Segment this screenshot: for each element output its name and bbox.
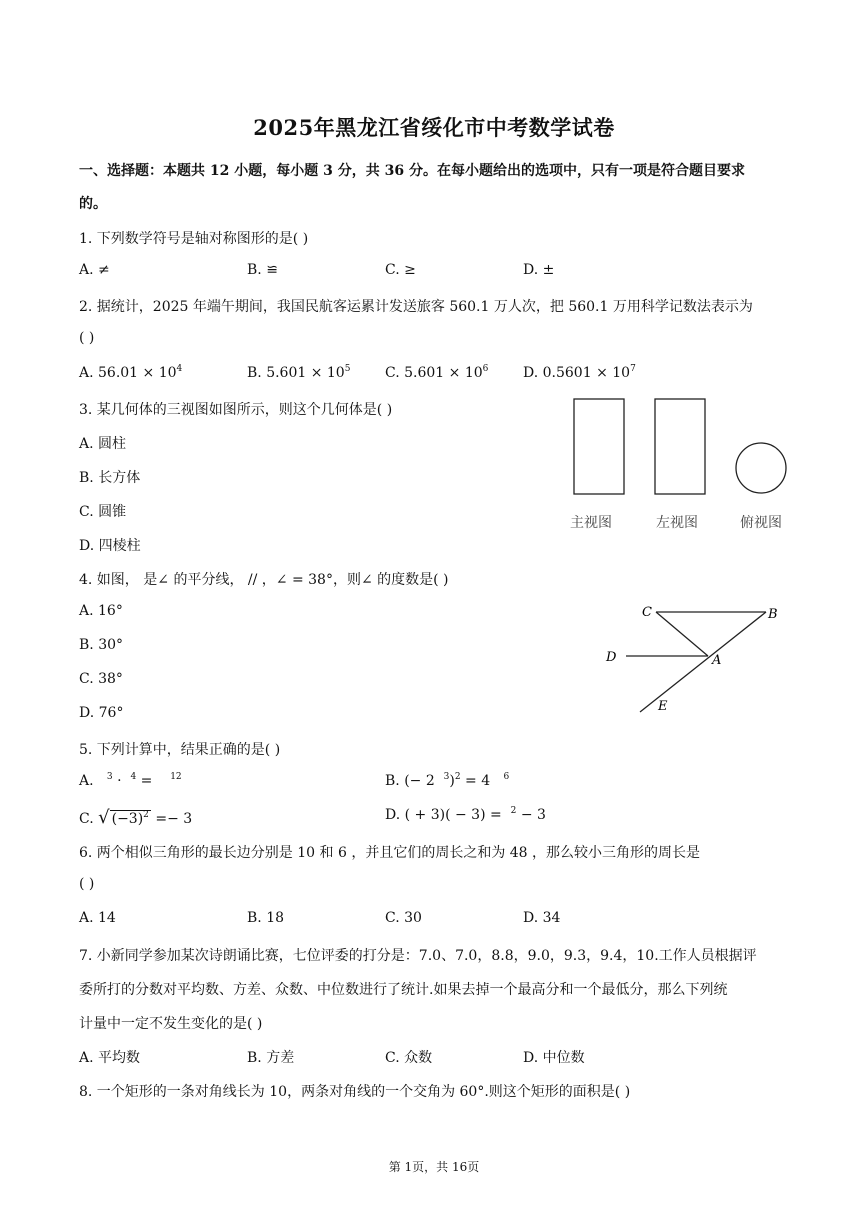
point-b-label: B (768, 607, 778, 622)
point-d-label: D (606, 650, 617, 665)
page-title: 2025年黑龙江省绥化市中考数学试卷 (253, 115, 615, 140)
q5-option-a: A. $^3$ · $^4$ = $^{12}$ (79, 772, 182, 789)
top-view-circle (736, 443, 786, 493)
three-views-figure (560, 390, 800, 510)
q1-option-c: C. ≥ (385, 262, 416, 278)
q6-stem: 6. 两个相似三角形的最长边分别是 10 和 6 ，并且它们的周长之和为 48 ，那么较小三角形的周长是 (79, 845, 701, 861)
q6-stem-cont: ( ) (79, 876, 95, 892)
q2-option-a: A. $56.01 \times 10^4$ (79, 364, 183, 381)
front-view-rect (574, 399, 624, 494)
q5-option-c: C. √ $(-3)^2 =- 3$ (79, 807, 193, 828)
side-view-label: 左视图 (656, 515, 698, 531)
q2-option-b: B. $5.601 \times 10^5$ (247, 364, 351, 381)
q5-option-d: D. ( + 3)( − 3) = $^2$ − 3 (385, 806, 546, 823)
q4-option-d: D. 76° (79, 705, 124, 721)
q2-option-c: C. $5.601 \times 10^6$ (385, 364, 489, 381)
q6-option-d: D. 34 (523, 910, 561, 926)
q2-stem-cont: ( ) (79, 330, 95, 346)
q4-stem: 4. 如图， 是∠ 的平分线， // ，∠ = 38°，则∠ 的度数是( ) (79, 572, 449, 588)
segment-ca (656, 612, 708, 656)
q4-option-a: A. 16° (79, 603, 123, 619)
q5-option-b: B. (− 2 $^3$)$^2$ = 4 $^6$ (385, 772, 510, 789)
front-view-label: 主视图 (570, 515, 612, 531)
q1-option-b: B. ≌ (247, 262, 278, 278)
q4-option-b: B. 30° (79, 637, 124, 653)
point-e-label: E (658, 699, 668, 714)
section-heading-cont: 的。 (79, 196, 107, 212)
sqrt-expression: √ $(-3)^2$ (98, 807, 149, 828)
section-heading: 一、选择题：本题共 12 小题，每小题 3 分，共 36 分。在每小题给出的选项中，只有一项是符合题目要求 (79, 163, 745, 179)
q7-stem-cont2: 计量中一定不发生变化的是( ) (79, 1016, 263, 1032)
q3-stem: 3. 某几何体的三视图如图所示，则这个几何体是( ) (79, 402, 393, 418)
side-view-rect (655, 399, 705, 494)
q6-option-c: C. 30 (385, 910, 422, 926)
q5-stem: 5. 下列计算中，结果正确的是( ) (79, 742, 281, 758)
angle-figure (600, 598, 800, 718)
top-view-label: 俯视图 (740, 515, 782, 531)
q1-option-d: D. ± (523, 262, 555, 278)
q7-option-d: D. 中位数 (523, 1050, 585, 1066)
q4-option-c: C. 38° (79, 671, 123, 687)
point-c-label: C (642, 605, 652, 620)
q3-option-a: A. 圆柱 (79, 436, 127, 452)
q7-option-c: C. 众数 (385, 1050, 433, 1066)
q7-stem-cont1: 委所打的分数对平均数、方差、众数、中位数进行了统计.如果去掉一个最高分和一个最低分，那么下列统 (79, 982, 728, 998)
q3-option-d: D. 四棱柱 (79, 538, 141, 554)
q6-option-b: B. 18 (247, 910, 285, 926)
point-a-label: A (712, 653, 722, 668)
q7-option-a: A. 平均数 (79, 1050, 141, 1066)
q2-stem: 2. 据统计，2025 年端午期间，我国民航客运累计发送旅客 560.1 万人次，把 560.1 万用科学记数法表示为 (79, 299, 753, 315)
q1-stem: 1. 下列数学符号是轴对称图形的是( ) (79, 231, 309, 247)
q8-stem: 8. 一个矩形的一条对角线长为 10，两条对角线的一个交角为 60°.则这个矩形的面积是( ) (79, 1084, 631, 1100)
q3-option-b: B. 长方体 (79, 470, 141, 486)
q7-option-b: B. 方差 (247, 1050, 295, 1066)
q6-option-a: A. 14 (79, 910, 116, 926)
q1-option-a: A. ≠ (79, 262, 110, 278)
page-footer: 第 1页，共 16页 (388, 1160, 480, 1174)
line-be (640, 612, 766, 712)
q3-option-c: C. 圆锥 (79, 504, 127, 520)
q2-option-d: D. $0.5601 \times 10^7$ (523, 364, 636, 381)
q7-stem: 7. 小新同学参加某次诗朗诵比赛，七位评委的打分是：7.0、7.0，8.8，9.0，9.3，9.4，10.工作人员根据评 (79, 948, 757, 964)
